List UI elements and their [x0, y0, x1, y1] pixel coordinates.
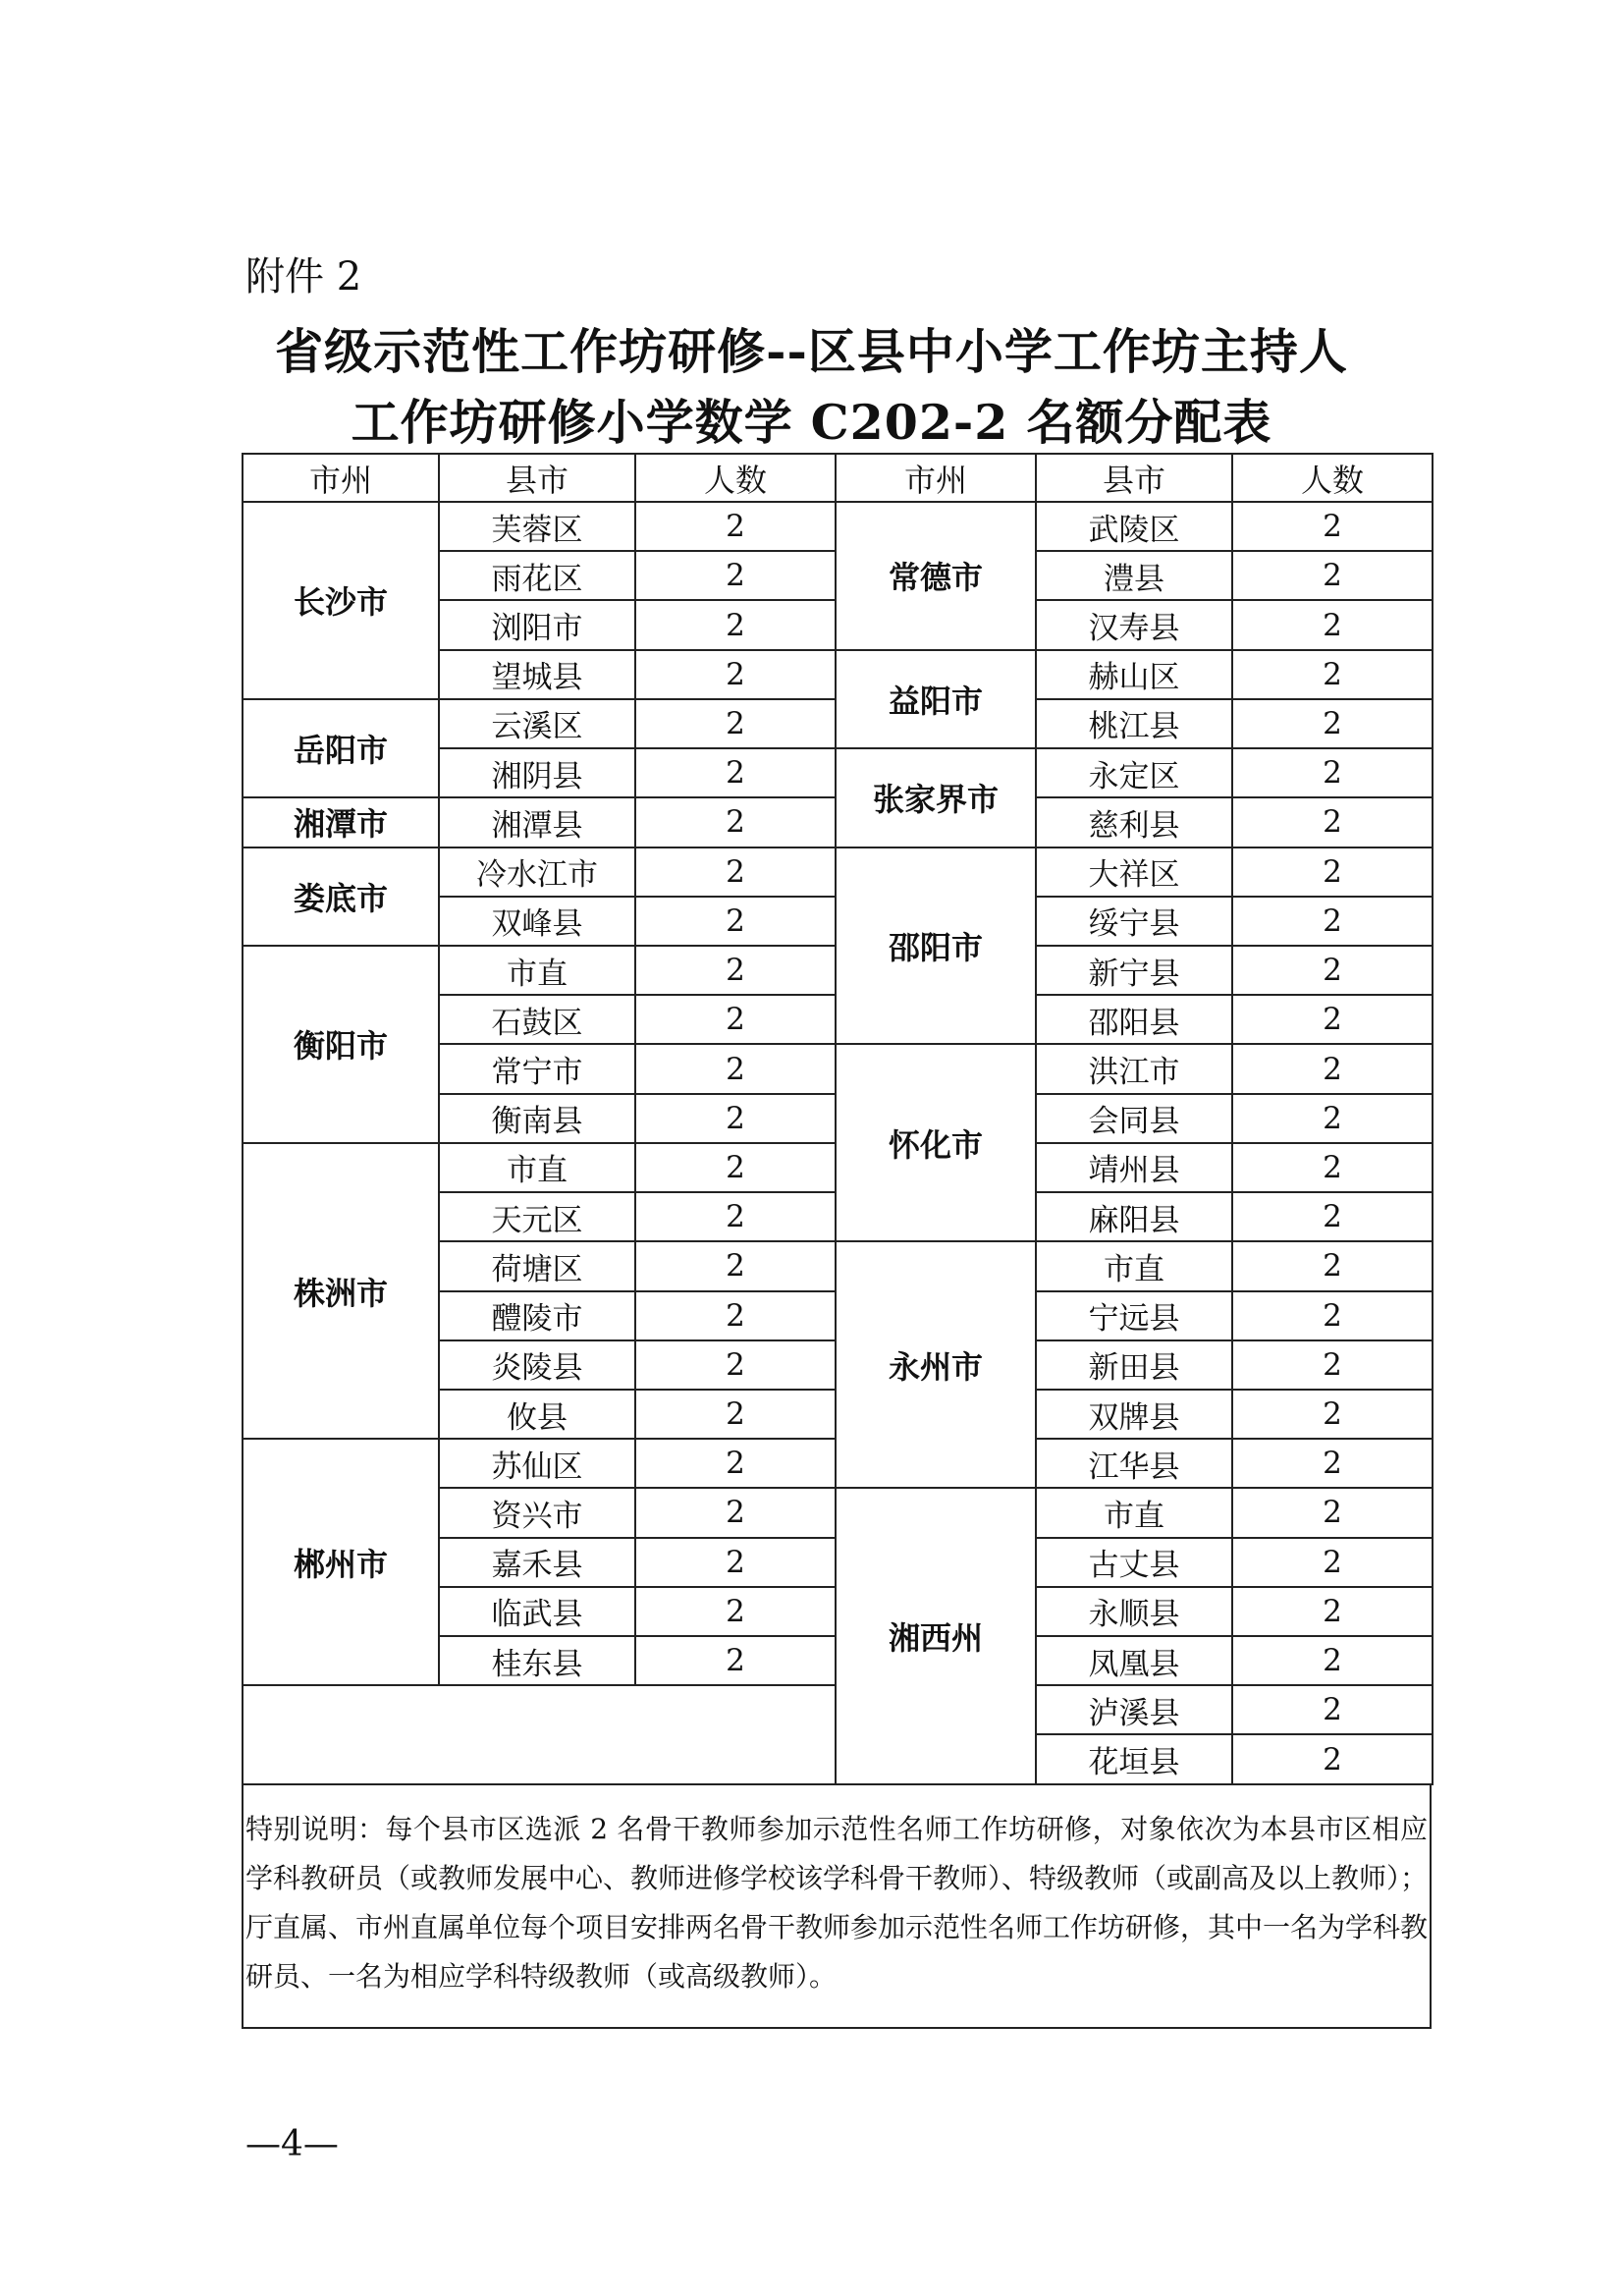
page-number: —4—	[245, 2124, 339, 2164]
county-cell: 慈利县	[1036, 797, 1232, 847]
county-cell: 江华县	[1036, 1439, 1232, 1488]
count-cell: 2	[1232, 1587, 1433, 1636]
city-cell: 长沙市	[243, 502, 439, 699]
county-cell: 衡南县	[439, 1094, 635, 1143]
count-cell: 2	[635, 797, 836, 847]
header-county-left: 县市	[439, 454, 635, 502]
county-cell: 苏仙区	[439, 1439, 635, 1488]
document-title-line-1: 省级示范性工作坊研修--区县中小学工作坊主持人	[275, 323, 1348, 380]
city-cell: 岳阳市	[243, 699, 439, 797]
count-cell: 2	[1232, 748, 1433, 797]
county-cell: 冷水江市	[439, 847, 635, 897]
county-cell: 凤凰县	[1036, 1636, 1232, 1685]
county-cell: 会同县	[1036, 1094, 1232, 1143]
count-cell: 2	[1232, 502, 1433, 551]
count-cell: 2	[635, 847, 836, 897]
county-cell: 资兴市	[439, 1488, 635, 1537]
county-cell: 大祥区	[1036, 847, 1232, 897]
city-cell: 怀化市	[836, 1044, 1036, 1241]
county-cell: 靖州县	[1036, 1143, 1232, 1192]
header-city-right: 市州	[836, 454, 1036, 502]
city-cell: 益阳市	[836, 650, 1036, 748]
county-cell: 澧县	[1036, 551, 1232, 600]
count-cell: 2	[635, 1636, 836, 1685]
header-count-left: 人数	[635, 454, 836, 502]
county-cell: 醴陵市	[439, 1291, 635, 1340]
count-cell: 2	[1232, 1094, 1433, 1143]
city-cell: 娄底市	[243, 847, 439, 946]
county-cell: 武陵区	[1036, 502, 1232, 551]
table-row	[243, 847, 1433, 897]
county-cell: 新宁县	[1036, 946, 1232, 995]
count-cell: 2	[1232, 1636, 1433, 1685]
count-cell: 2	[635, 1192, 836, 1241]
county-cell: 天元区	[439, 1192, 635, 1241]
county-cell: 桂东县	[439, 1636, 635, 1685]
count-cell: 2	[635, 897, 836, 946]
county-cell: 赫山区	[1036, 650, 1232, 699]
county-cell: 荷塘区	[439, 1241, 635, 1290]
county-cell: 桃江县	[1036, 699, 1232, 748]
count-cell: 2	[1232, 600, 1433, 649]
county-cell: 临武县	[439, 1587, 635, 1636]
count-cell: 2	[1232, 847, 1433, 897]
count-cell: 2	[635, 946, 836, 995]
count-cell: 2	[635, 1291, 836, 1340]
count-cell: 2	[635, 1488, 836, 1537]
county-cell: 云溪区	[439, 699, 635, 748]
county-cell: 浏阳市	[439, 600, 635, 649]
county-cell: 古丈县	[1036, 1538, 1232, 1587]
county-cell: 宁远县	[1036, 1291, 1232, 1340]
county-cell: 麻阳县	[1036, 1192, 1232, 1241]
count-cell: 2	[1232, 650, 1433, 699]
attachment-label: 附件 2	[245, 254, 362, 300]
count-cell: 2	[1232, 1044, 1433, 1093]
county-cell: 雨花区	[439, 551, 635, 600]
count-cell: 2	[635, 1390, 836, 1439]
city-cell: 郴州市	[243, 1439, 439, 1685]
count-cell: 2	[1232, 551, 1433, 600]
county-cell: 泸溪县	[1036, 1685, 1232, 1734]
city-cell: 邵阳市	[836, 847, 1036, 1045]
count-cell: 2	[1232, 1390, 1433, 1439]
county-cell: 双牌县	[1036, 1390, 1232, 1439]
county-cell: 永顺县	[1036, 1587, 1232, 1636]
empty-cell	[243, 1685, 836, 1784]
count-cell: 2	[1232, 1488, 1433, 1537]
count-cell: 2	[635, 1340, 836, 1390]
count-cell: 2	[1232, 1340, 1433, 1390]
count-cell: 2	[1232, 1685, 1433, 1734]
city-cell: 株洲市	[243, 1143, 439, 1439]
county-cell: 新田县	[1036, 1340, 1232, 1390]
count-cell: 2	[635, 600, 836, 649]
count-cell: 2	[635, 1143, 836, 1192]
table-header-row	[243, 454, 1433, 502]
city-cell: 湘潭市	[243, 797, 439, 847]
count-cell: 2	[635, 1587, 836, 1636]
count-cell: 2	[635, 650, 836, 699]
quota-table-body	[243, 502, 1433, 1784]
county-cell: 石鼓区	[439, 995, 635, 1044]
county-cell: 市直	[439, 946, 635, 995]
count-cell: 2	[1232, 1143, 1433, 1192]
header-count-right: 人数	[1232, 454, 1433, 502]
count-cell: 2	[1232, 995, 1433, 1044]
count-cell: 2	[1232, 946, 1433, 995]
count-cell: 2	[1232, 699, 1433, 748]
county-cell: 花垣县	[1036, 1734, 1232, 1784]
count-cell: 2	[635, 699, 836, 748]
count-cell: 2	[1232, 1192, 1433, 1241]
count-cell: 2	[635, 502, 836, 551]
count-cell: 2	[1232, 1241, 1433, 1290]
county-cell: 市直	[439, 1143, 635, 1192]
county-cell: 常宁市	[439, 1044, 635, 1093]
county-cell: 永定区	[1036, 748, 1232, 797]
special-note: 特别说明：每个县市区选派 2 名骨干教师参加示范性名师工作坊研修，对象依次为本县市区相应学科教研员（或教师发展中心、教师进修学校该学科骨干教师）、特级教师（或副高及以上教师）；厅直属、市州直属单位每个项目安排两名骨干教师参加示范性名师工作坊研修，其中一名为学科教研员、一名为相应学科特级教师（或高级教师）。	[242, 1783, 1432, 2029]
county-cell: 湘阴县	[439, 748, 635, 797]
header-city-left: 市州	[243, 454, 439, 502]
county-cell: 湘潭县	[439, 797, 635, 847]
county-cell: 芙蓉区	[439, 502, 635, 551]
quota-table	[242, 453, 1434, 1785]
county-cell: 汉寿县	[1036, 600, 1232, 649]
city-cell: 湘西州	[836, 1488, 1036, 1784]
count-cell: 2	[1232, 1439, 1433, 1488]
city-cell: 永州市	[836, 1241, 1036, 1488]
count-cell: 2	[635, 748, 836, 797]
county-cell: 攸县	[439, 1390, 635, 1439]
city-cell: 常德市	[836, 502, 1036, 650]
county-cell: 双峰县	[439, 897, 635, 946]
table-row	[243, 502, 1433, 551]
count-cell: 2	[1232, 1734, 1433, 1784]
county-cell: 市直	[1036, 1241, 1232, 1290]
county-cell: 嘉禾县	[439, 1538, 635, 1587]
header-county-right: 县市	[1036, 454, 1232, 502]
county-cell: 绥宁县	[1036, 897, 1232, 946]
county-cell: 市直	[1036, 1488, 1232, 1537]
city-cell: 张家界市	[836, 748, 1036, 847]
count-cell: 2	[1232, 897, 1433, 946]
document-title-line-2: 工作坊研修小学数学 C202-2 名额分配表	[351, 394, 1272, 451]
count-cell: 2	[1232, 1291, 1433, 1340]
count-cell: 2	[635, 551, 836, 600]
count-cell: 2	[635, 1044, 836, 1093]
count-cell: 2	[635, 995, 836, 1044]
count-cell: 2	[1232, 797, 1433, 847]
city-cell: 衡阳市	[243, 946, 439, 1143]
count-cell: 2	[1232, 1538, 1433, 1587]
county-cell: 洪江市	[1036, 1044, 1232, 1093]
county-cell: 望城县	[439, 650, 635, 699]
county-cell: 邵阳县	[1036, 995, 1232, 1044]
count-cell: 2	[635, 1094, 836, 1143]
count-cell: 2	[635, 1538, 836, 1587]
count-cell: 2	[635, 1241, 836, 1290]
county-cell: 炎陵县	[439, 1340, 635, 1390]
count-cell: 2	[635, 1439, 836, 1488]
